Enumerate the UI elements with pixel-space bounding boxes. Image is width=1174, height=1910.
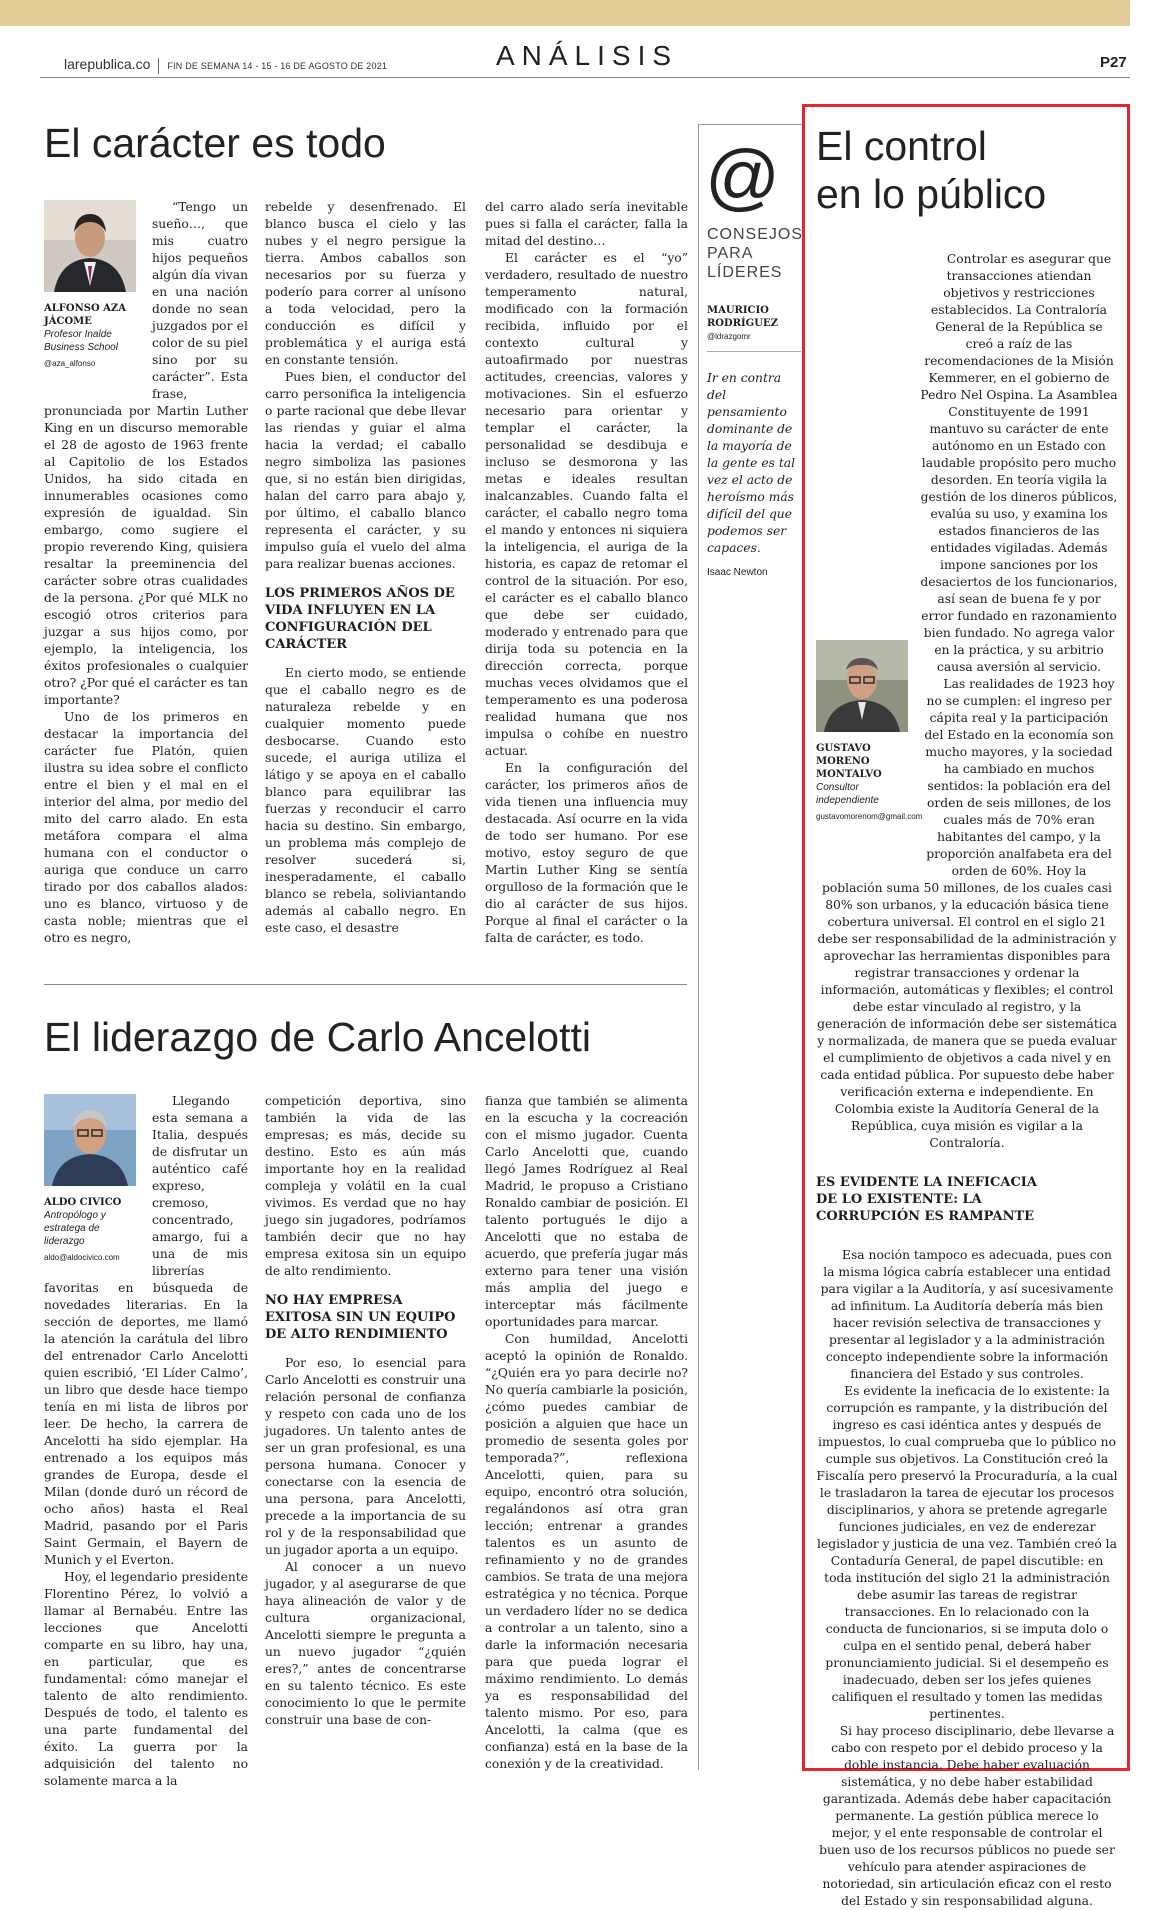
consejos-label: CONSEJOS PARA LÍDERES	[707, 226, 804, 281]
consejos-rule	[707, 351, 801, 352]
quote-author: Isaac Newton	[707, 567, 768, 578]
article-title-ancelotti: El liderazgo de Carlo Ancelotti	[44, 1014, 591, 1060]
consejos-author: MAURICIO RODRÍGUEZ	[707, 305, 778, 329]
author-name: ALFONSO AZA JÁCOME	[44, 303, 126, 327]
article2-subhead: NO HAY EMPRESA EXITOSA SIN UN EQUIPO DE ALTO RENDIMIENTO	[265, 1293, 456, 1342]
author-contact: aldo@aldocivico.com	[44, 1253, 120, 1262]
article2-column-1: Llegando esta semana a Italia, después de disfrutar un auténtico café expreso, cremoso, concentrado, amargo, fui a una de mis librerías favoritas en búsqueda de novedades literarias. En la sección de deportes, me llamó la atención la carátula del libro del entrenador Carlo Ancelotti quien escribió, ‘El Líder Calmo’, un libro que desde hace tiempo tenía en mi lista de libros por leer. De hecho, la carrera de Ancelotti ha sido ejemplar. Ha entrenado a los equipos más grandes de Europa, desde el Milan (donde duró un récord de ocho años) hasta el Real Madrid, pasando por el Paris Saint Germain, el Bayern de Munich y el Everton. Hoy, el legendario presidente Florentino Pérez, lo volvió a llamar al Bernabéu. Entre las lecciones que Ancelotti comparte en su libro, hay una, en particular, que es fundamental: cómo manejar el talento de alto rendimiento. Después de todo, el talento es una parte fundamental del éxito. La guerra por la adquisición del talento no solamente marca a la	[44, 1094, 248, 1788]
article3-column: Controlar es asegurar que transacciones atiendan objetivos y restricciones establecidos. La Contraloría General de la República se creó a raíz de las recomendaciones de la Misión Kemmerer, en el gobierno de Pedro Nel Ospina. La Asamblea Constituyente de 1991 mantuvo su carácter de ente autónomo en un Estado con laudable propósito pero mucho desorden. En teoría vigila la gestión de los dineros públicos, evalúa su uso, y examina los estados financieros de las entidades vigiladas. Además impone sanciones por los desaciertos de los funcionarios, así sean de buena fe y por error fundado en razonamiento bien fundado. No agrega valor en la práctica, y su arbitrio causa aversión al servicio. Las realidades de 1923 hoy no se cumplen: el ingreso per cápita real y la participación del Estado en la economía son mucho mayores, y la sociedad ha cambiado en muchos sentidos: la población era del orden de seis millones, de los cuales más de 70% eran habitantes del campo, y la proporción analfabeta era del orden de 60%. Hoy la población suma 50 millones, de los cuales casi 80% son urbanos, y la educación básica tiene cobertura universal. El control en el siglo 21 debe ser responsabilidad de la administración y aprovechar las herramientas disponibles para registrar transacciones y ordenar la información, automáticas y flexibles; el control debe estar vinculado al registro, y la generación de información debe ser sistemática y normalizada, de manera que se pueda evaluar el cumplimiento de objetivos a cada nivel y en cada entidad pública. Por supuesto debe haber verificación externa e independiente. En Colombia existe la Auditoría General de la República, cuya misión es vigilar a la Contraloría. ES EVIDENTE LA INEFICACIA DE LO EXISTENTE: LA CORRUPCIÓN ES RAMPANTE Esa noción tampoco es adecuada, pues con la misma lógica cabría establecer una entidad para vigilar a la Auditoría, y así sucesivamente ad infinitum. La Auditoría debería más bien hacer revisión selectiva de transacciones y presentar al legislador y a la administración concepto independiente sobre la información financiera del Estado y sus controles. Es evidente la ineficacia de lo existente: la corrupción es rampante, y la distribución del ingreso es casi idéntica antes y después de impuestos, lo cual comprueba que lo público no cumple sus objetivos. La Constitución creó la Fiscalía pero preservó la Procuraduría, a la cual le trasladaron la tarea de ejecutar los procesos disciplinarios, y ahora se pretende agregarle funciones judiciales, en vez de enderezar legislador y justicia de una vez. También creó la Contaduría General, de papel discutible: en toda institución del siglo 21 la administración debe asumir las tareas de registrar transacciones. En lo relacionado con la conducta de funcionarios, si se imputa dolo o culpa en el sentido penal, deberá haber pronunciamiento judicial. Si el desempeño es inadecuado, deben ser los jefes quienes califiquen el resultado y tomen las medidas pertinentes. Si hay proceso disciplinario, debe llevarse a cabo con respeto por el debido proceso y la doble instancia. Debe haber evaluación sistemática, y no debe haber estabilidad garantizada. Además debe haber capacitación permanente. La gestión pública merece lo mejor, y el ente responsable de controlar el buen uso de los recursos públicos no puede ser vehículo para atender aspiraciones de notoriedad, sin articulación eficaz con el resto del Estado y sin responsabilidad alguna.	[816, 252, 1118, 1908]
article2-column-2: competición deportiva, sino también la vida de las empresas; es más, decide su destino. Esto es aún más importante hoy en la realidad compleja y volátil en la cual vivimos. Es verdad que no hay juego sin jugadores, podríamos también decir que no hay empresa exitosa sin un equipo de alto rendimiento. NO HAY EMPRESA EXITOSA SIN UN EQUIPO DE ALTO RENDIMIENTO Por eso, lo esencial para Carlo Ancelotti es construir una relación personal de confianza y respeto con cada uno de los jugadores. Un talento antes de ser un gran profesional, es una persona humana. Conocer y conectarse con la esencia de una persona, para Ancelotti, precede a la importancia de su rol y de la responsabilidad que un jugador aporta a un equipo. Al conocer a un nuevo jugador, y al asegurarse de que haya alineación de valor y de cultura organizacional, Ancelotti siempre le pregunta a un nuevo jugador “¿quién eres?,” antes de concentrarse en su talento técnico. Es este conocimiento lo que le permite construir una base de con-	[265, 1094, 466, 1727]
article3-subhead: ES EVIDENTE LA INEFICACIA DE LO EXISTENTE: LA CORRUPCIÓN ES RAMPANTE	[816, 1175, 1037, 1224]
author-name: ALDO CIVICO	[44, 1197, 122, 1208]
page-number: P27	[1100, 54, 1127, 71]
author-name: GUSTAVO MORENO MONTALVO	[816, 743, 882, 780]
consejos-quote: Ir en contra del pensamiento dominante de la mayoría de la gente es tal vez el acto de heroísmo más difícil del que podemos ser capaces.	[707, 371, 796, 555]
consejos-handle: @ldrazgomr	[707, 332, 751, 341]
article-title-caracter: El carácter es todo	[44, 120, 386, 166]
article1-column-1: “Tengo un sueño…, que mis cuatro hijos pequeños algún día vivan en una nación donde no sean juzgados por el color de su piel sino por su carácter”. Esta frase, pronunciada por Martin Luther King en un discurso memorable el 28 de agosto de 1963 frente al Capitolio de los Estados Unidos, ha sido citada en innumerables ocasiones como expresión de igualdad. Sin embargo, como sugiere el propio reverendo King, quisiera resaltar la preeminencia del carácter sobre otras cualidades de la persona. ¿Por qué MLK no escogió otros criterios para juzgar a sus hijos como, por ejemplo, la inteligencia, los éxitos profesionales o cualquier otro? ¿Por qué el carácter es tan importante? Uno de los primeros en destacar la importancia del carácter fue Platón, quien ilustra su idea sobre el conflicto entre el bien y el mal en el interior del alma, por medio del mito del carro alado. En esta metáfora compara el alma humana con el conductor o auriga que conduce un carro tirado por dos caballos alados: uno es blanco, virtuoso y de casta noble; mientras que el otro es negro,	[44, 200, 248, 945]
top-color-bar	[0, 0, 1130, 26]
article2-column-3: fianza que también se alimenta en la escucha y la cocreación con el mismo jugador. Cuenta Carlo Ancelotti que, cuando llegó James Rodríguez al Real Madrid, le propuso a Cristiano Ronaldo cambiar de posición. El talento portugués le dijo a Ancelotti que no estaba de acuerdo, que prefería jugar más externo para tener una visión más amplia del juego e interceptar más fácilmente oportunidades para marcar. Con humildad, Ancelotti aceptó la opinión de Ronaldo. “¿Quién era yo para decirle no? No quería cambiarle la posición, ¿cómo puedes cambiar de posición a alguien que hace un promedio de sesenta goles por temporada?”, reflexiona Ancelotti, quien, para su equipo, encontró otra solución, regalándonos así otra gran lección; entrenar a grandes talentos es un asunto de refinamiento y no de grandes cambios. Se trata de una mejora estratégica y no técnica. Porque un verdadero líder no se dedica a controlar a un talento, sino a darle la información necesaria para que pueda lograr el máximo rendimiento. Lo demás ya es responsabilidad del talento mismo. Por eso, para Ancelotti, la calma (que es confianza) está en la base de la conexión y de la creatividad.	[485, 1094, 688, 1771]
author-role: Antropólogo y estratega de liderazgo	[44, 1210, 106, 1247]
section-title: ANÁLISIS	[495, 40, 679, 71]
author-role: Profesor Inalde Business School	[44, 329, 118, 353]
article1-column-2: rebelde y desenfrenado. El blanco busca el cielo y las nubes y el negro persigue la tierra. Ambos caballos son necesarios por su fuerza y poderío para correr al unísono a toda velocidad, pero la conducción es difícil y problemática y el auriga está en constante tensión. Pues bien, el conductor del carro personifica la inteligencia o parte racional que debe llevar las riendas y guiar el alma hacia la verdad; el caballo negro simboliza las pasiones que, si no están bien dirigidas, halan del carro para abajo y, por último, el caballo blanco representa el carácter, y su impulso guía el vuelo del alma para realizar buenas acciones. LOS PRIMEROS AÑOS DE VIDA INFLUYEN EN LA CONFIGURACIÓN DEL CARÁCTER En cierto modo, se entiende que el caballo negro es de naturaleza rebelde y en cualquier momento puede desbocarse. Cuando esto sucede, el auriga utiliza el látigo y se apoya en el caballo blanco para equilibrar las fuerzas y reconducir el carro hacia su destino. Sin embargo, un problema más complejo de resolver sucederá si, inesperadamente, el caballo blanco se rebela, soliviantando además al caballo negro. En este caso, el desastre	[265, 200, 466, 935]
site-name: larepublica.co	[64, 56, 151, 72]
author-role: Consultor independiente	[816, 782, 879, 806]
at-sign-icon: @	[705, 135, 781, 218]
article-title-control: El control en lo público	[816, 123, 1047, 217]
article1-column-3: del carro alado sería inevitable pues si falla el carácter, falla la mitad del destino… El carácter es el “yo” verdadero, resultado de nuestro temperamento natural, modificado con la formación recibida, influido por el contexto cultural y autoafirmado por nuestras actitudes, creencias, valores y motivaciones. Sin el esfuerzo necesario para orientar y templar el carácter, la personalidad se desdibuja e incluso se desmorona y las metas e ideales resultan inalcanzables. Cuando falta el carácter, el caballo negro toma el mando y entonces ni siquiera la inteligencia, el auriga de la historia, es capaz de retomar el control de la situación. Por eso, el carácter es el caballo blanco que debe ser cuidado, moderado y entrenado para que dirija toda su potencia en la dirección correcta, porque muchas veces olvidamos que el temperamento es una poderosa realidad humana que nos impulsa o cohíbe en nuestro actuar. En la configuración del carácter, los primeros años de vida tienen una influencia muy destacada. Así ocurre en la vida de todo ser humano. Por ese motivo, estoy seguro de que Martin Luther King se sentía orgulloso de la formación que le dio al carácter de sus hijos. Porque al final el carácter o la falta de carácter, es todo.	[485, 200, 688, 945]
article-separator	[44, 984, 687, 985]
author-contact: gustavomorenom@gmail.com	[816, 812, 923, 821]
consejos-sidebar	[698, 124, 803, 1770]
header-rule	[40, 77, 1130, 78]
author-contact: @aza_alfonso	[44, 359, 96, 368]
issue-date: FIN DE SEMANA 14 - 15 - 16 DE AGOSTO DE 2021	[167, 61, 388, 71]
article1-subhead: LOS PRIMEROS AÑOS DE VIDA INFLUYEN EN LA CONFIGURACIÓN DEL CARÁCTER	[265, 586, 455, 652]
